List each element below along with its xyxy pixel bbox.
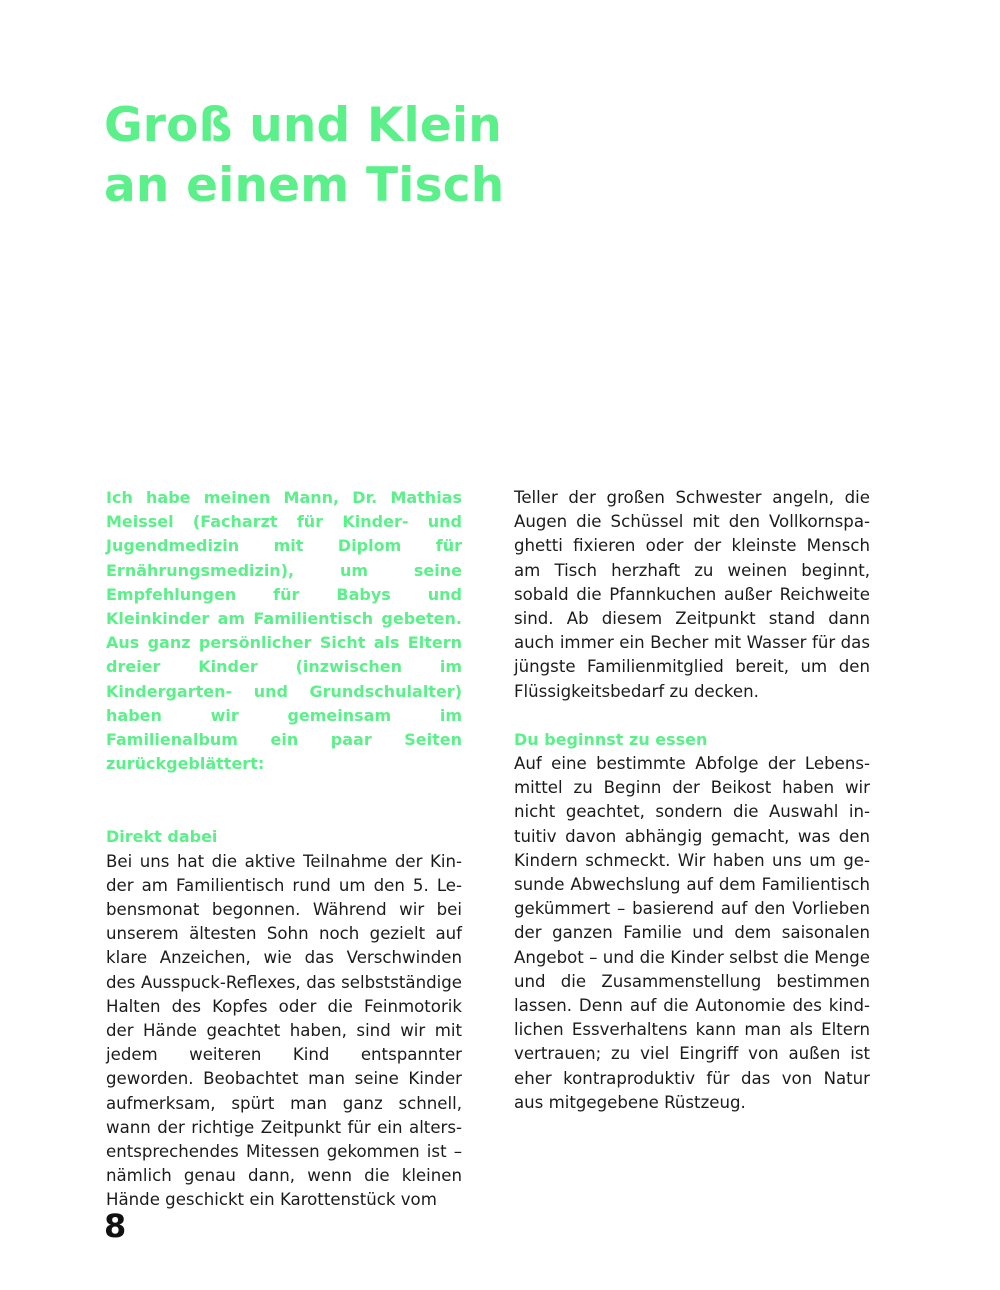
spacer bbox=[514, 704, 870, 728]
intro-paragraph: Ich habe meinen Mann, Dr. Mathias Meissel (Facharzt für Kinder- und Jugendmedizin mit Diplom für Ernährungsmedizin), um seine Empfehlungen für Babys und Kleinkinder am Familientisch gebeten. Aus ganz persönlicher Sicht als Eltern dreier Kinder (inzwischen im Kindergarten- und Grundschulalter) haben wir gemeinsam im Familienalbum ein paar Seiten zurückgeblättert: bbox=[106, 488, 462, 774]
page-title bbox=[104, 96, 504, 216]
page-number: 8 bbox=[104, 1207, 127, 1245]
spacer bbox=[106, 776, 462, 825]
title-line-2: an einem Tisch bbox=[104, 158, 505, 213]
section-heading-du-beginnst-zu-essen: Du beginnst zu essen bbox=[514, 729, 708, 749]
left-column bbox=[106, 486, 462, 1213]
body-paragraph-du-beginnst-zu-essen: Auf eine bestimmte Abfolge der Lebensmittel zu Beginn der Beikost haben wir nicht geachtet, sondern die Auswahl intuitiv davon abhängig gemacht, was den Kindern schmeckt. Wir haben uns um gesunde Abwechslung auf dem Familientisch gekümmert – basierend auf den Vorlieben der ganzen Familie und dem saisonalen Angebot – und die Kinder selbst die Menge und die Zusammenstellung bestimmen lassen. Denn auf die Autonomie des kindlichen Essverhaltens kann man als Eltern vertrauen; zu viel Eingriff von außen ist eher kontraproduktiv für das von Natur aus mitgegebene Rüstzeug. bbox=[514, 754, 870, 1112]
right-column bbox=[514, 486, 870, 1115]
body-paragraph-direkt-dabei-continued: Teller der großen Schwester angeln, die Augen die Schüssel mit den Vollkornspaghetti fixieren oder der kleinste Mensch am Tisch herzhaft zu weinen beginnt, sobald die Pfannkuchen außer Reichweite sind. Ab diesem Zeitpunkt stand dann auch immer ein Becher mit Wasser für das jüngste Familienmitglied bereit, um den Flüssigkeitsbedarf zu decken. bbox=[514, 488, 870, 701]
body-paragraph-direkt-dabei: Bei uns hat die aktive Teilnahme der Kinder am Familientisch rund um den 5. Lebensmonat begonnen. Während wir bei unserem ältesten Sohn noch gezielt auf klare Anzeichen, wie das Verschwinden des Ausspuck-Reflexes, das selbstständige Halten des Kopfes oder die Feinmotorik der Hände geachtet haben, sind wir mit jedem weiteren Kind entspannter geworden. Beobachtet man seine Kinder aufmerksam, spürt man ganz schnell, wann der richtige Zeitpunkt für ein altersentsprechendes Mitessen gekommen ist – nämlich genau dann, wenn die kleinen Hände geschickt ein Karottenstück vom bbox=[106, 851, 462, 1210]
title-line-1: Groß und Klein bbox=[104, 98, 502, 153]
section-heading-direkt-dabei: Direkt dabei bbox=[106, 827, 218, 847]
